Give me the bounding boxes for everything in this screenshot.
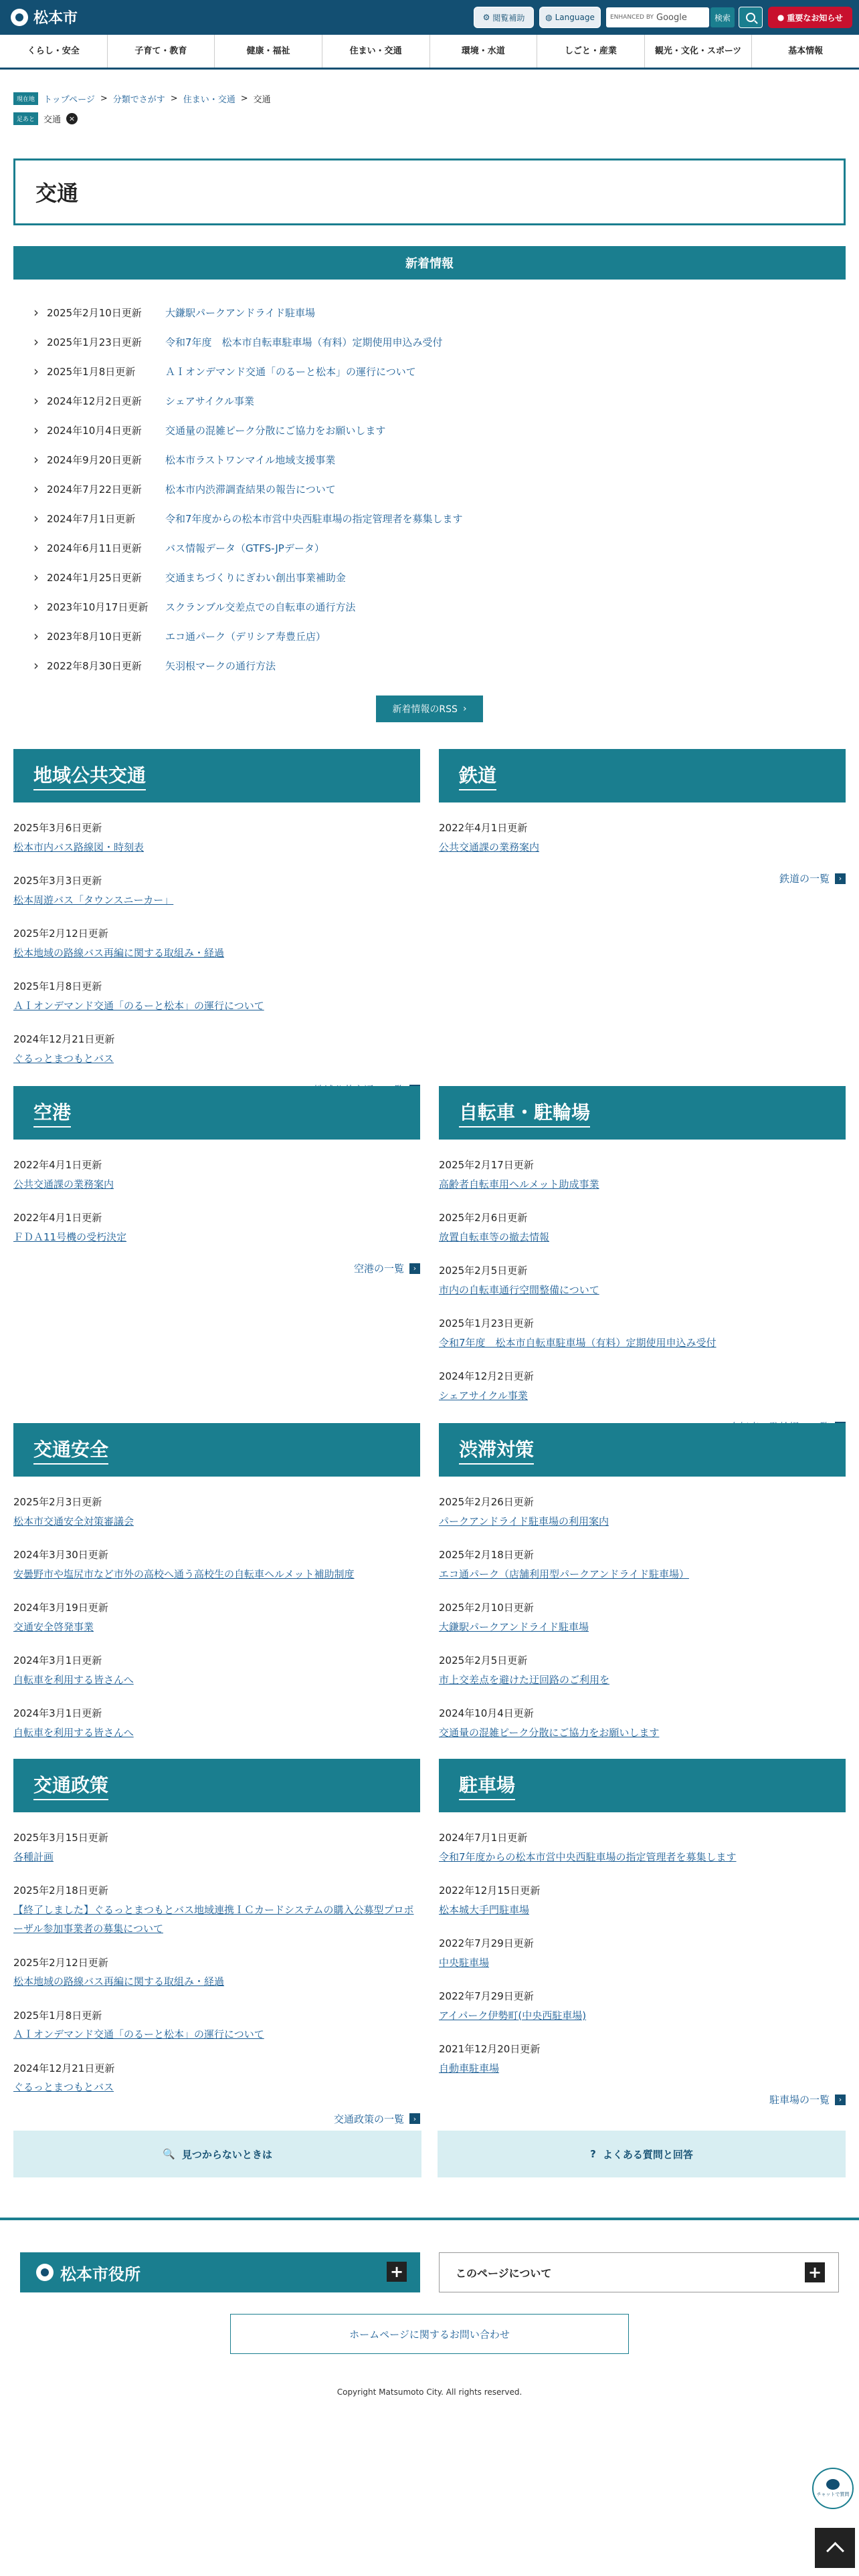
category-entry xyxy=(439,819,846,857)
entry-link[interactable]: 高齢者自転車用ヘルメット助成事業 xyxy=(439,1178,599,1190)
category-entry xyxy=(439,1934,846,1972)
category-more-link[interactable] xyxy=(334,2112,420,2126)
nav-item-4[interactable]: 環境・水道 xyxy=(430,35,538,68)
news-item xyxy=(33,562,463,592)
copyright: Copyright Matsumoto City. All rights reserved. xyxy=(337,2387,522,2397)
search-input[interactable]: ENHANCED BY Google xyxy=(606,7,709,27)
search-submit-button[interactable]: 検索 xyxy=(710,7,735,27)
entry-date: 2022年4月1日更新 xyxy=(13,1212,102,1224)
news-date: › 2024年7月1日更新 xyxy=(47,512,136,525)
reading-aid-button[interactable]: ⚙ 閲覧補助 xyxy=(474,7,534,28)
category-entry xyxy=(439,1261,846,1299)
entry-link[interactable]: ＡＩオンデマンド交通「のるーと松本」の運行について xyxy=(13,2028,264,2040)
category-entry xyxy=(439,1208,846,1247)
category-entry xyxy=(13,1828,420,1866)
entry-date: 2024年12月2日更新 xyxy=(439,1370,534,1382)
entry-link[interactable]: 市内の自転車通行空間整備について xyxy=(439,1283,599,1296)
entry-date: 2022年7月29日更新 xyxy=(439,1990,534,2002)
news-date: › 2025年2月10日更新 xyxy=(47,306,142,319)
entry-date: 2024年3月19日更新 xyxy=(13,1602,108,1614)
category-entries xyxy=(13,819,420,1068)
entry-link[interactable]: シェアサイクル事業 xyxy=(439,1389,528,1402)
entry-date: 2025年2月12日更新 xyxy=(13,928,108,940)
entry-link[interactable]: 公共交通課の業務案内 xyxy=(13,1178,114,1190)
nav-item-7[interactable]: 基本情報 xyxy=(788,45,824,56)
plus-icon: + xyxy=(387,2262,407,2282)
category-entry xyxy=(439,1704,846,1742)
city-emblem-icon xyxy=(11,9,28,26)
entry-date: 2022年7月29日更新 xyxy=(439,1937,534,1949)
news-link[interactable]: 矢羽根マークの通行方法 xyxy=(165,659,276,672)
entry-date: 2022年12月15日更新 xyxy=(439,1885,541,1897)
news-link[interactable]: 令和7年度からの松本市営中央西駐車場の指定管理者を募集します xyxy=(165,512,463,525)
category-heading xyxy=(13,1086,420,1140)
category-block xyxy=(13,749,420,1097)
category-heading-link[interactable]: 自転車・駐輪場 xyxy=(459,1098,590,1128)
category-heading-link[interactable]: 地域公共交通 xyxy=(33,761,146,790)
news-date: › 2024年6月11日更新 xyxy=(47,542,142,554)
here-tag: 現在地 xyxy=(13,92,38,105)
category-block xyxy=(13,1759,420,2126)
category-entry xyxy=(13,1545,420,1584)
nav-item-0[interactable]: くらし・安全 xyxy=(0,35,108,68)
category-more-link[interactable] xyxy=(769,2092,846,2107)
category-entry xyxy=(439,1651,846,1689)
category-more-link[interactable] xyxy=(779,871,846,885)
arrow-right-icon: › xyxy=(409,2113,420,2124)
category-entry xyxy=(13,2006,420,2044)
entry-date: 2025年2月18日更新 xyxy=(13,1885,108,1897)
footer-divider xyxy=(0,2218,859,2220)
entry-date: 2022年4月1日更新 xyxy=(439,822,528,834)
entry-link[interactable]: エコ通パーク（店舗利用型パークアンドライド駐車場） xyxy=(439,1568,689,1580)
category-block xyxy=(439,1086,846,1434)
news-item xyxy=(33,504,463,533)
news-date: › 2024年9月20日更新 xyxy=(47,453,142,466)
entry-link[interactable]: 令和7年度 松本市自転車駐車場（有料）定期使用申込み受付 xyxy=(439,1336,717,1349)
search-document-icon: 🔍 xyxy=(163,2148,175,2160)
category-entry xyxy=(13,1651,420,1689)
entry-date: 2024年3月1日更新 xyxy=(13,1707,102,1719)
entry-link[interactable]: 松本市交通安全対策審議会 xyxy=(13,1515,134,1527)
entry-link[interactable]: 交通安全啓発事業 xyxy=(13,1620,94,1633)
entry-date: 2024年7月1日更新 xyxy=(439,1832,528,1844)
category-entry xyxy=(13,1598,420,1636)
entry-date: 2025年2月18日更新 xyxy=(439,1549,534,1561)
category-entry xyxy=(439,1545,846,1584)
category-heading xyxy=(13,749,420,802)
news-item xyxy=(33,298,463,327)
entry-link[interactable]: 松本地域の路線バス再編に関する取組み・経過 xyxy=(13,1975,225,1988)
chatbot-button[interactable]: チャットで質問 xyxy=(812,2468,854,2509)
arrow-right-icon: › xyxy=(835,2095,846,2105)
category-entry xyxy=(439,2040,846,2078)
entry-date: 2025年1月8日更新 xyxy=(13,2009,102,2022)
breadcrumb-housing[interactable]: 住まい・交通 xyxy=(183,95,235,105)
category-entry xyxy=(13,871,420,909)
category-entry xyxy=(13,924,420,962)
category-entries xyxy=(13,1828,420,2097)
category-heading xyxy=(439,1423,846,1477)
category-entries xyxy=(13,1493,420,1742)
news-item xyxy=(33,651,463,680)
news-date: › 2025年1月23日更新 xyxy=(47,336,142,348)
entry-date: 2025年3月15日更新 xyxy=(13,1832,108,1844)
close-icon[interactable]: × xyxy=(66,113,78,124)
category-entry xyxy=(13,977,420,1015)
entry-link[interactable]: 大鎌駅パークアンドライド駐車場 xyxy=(439,1620,589,1633)
category-more xyxy=(439,871,846,885)
category-heading-link[interactable]: 鉄道 xyxy=(459,761,496,790)
entry-date: 2025年3月6日更新 xyxy=(13,822,102,834)
news-date: › 2025年1月8日更新 xyxy=(47,365,136,378)
category-block xyxy=(13,1423,420,1771)
entry-date: 2024年12月21日更新 xyxy=(13,1033,115,1045)
category-entry xyxy=(13,1208,420,1247)
news-date: › 2024年10月4日更新 xyxy=(47,424,142,437)
entry-link[interactable]: 自転車を利用する皆さんへ xyxy=(13,1673,134,1686)
nav-item-1[interactable]: 子育て・教育 xyxy=(108,35,215,68)
breadcrumb-current: 交通 xyxy=(253,95,271,105)
category-more-link[interactable] xyxy=(354,1261,420,1275)
breadcrumb-category[interactable]: 分類でさがす xyxy=(112,95,165,105)
entry-date: 2025年2月10日更新 xyxy=(439,1602,534,1614)
news-link[interactable]: 松本市ラストワンマイル地域支援事業 xyxy=(165,453,336,466)
entry-date: 2024年3月1日更新 xyxy=(13,1654,102,1667)
entry-link[interactable]: パークアンドライド駐車場の利用案内 xyxy=(439,1515,609,1527)
category-more-label: 鉄道の一覧 xyxy=(779,873,830,885)
category-entry xyxy=(439,1156,846,1194)
news-date: › 2024年7月22日更新 xyxy=(47,483,142,496)
question-icon: ? xyxy=(590,2148,596,2160)
entry-link[interactable]: ぐるっとまつもとバス xyxy=(13,2081,114,2093)
category-more xyxy=(13,2112,420,2126)
category-entry xyxy=(439,1493,846,1531)
category-entry xyxy=(439,1367,846,1405)
category-entries xyxy=(13,1156,420,1247)
entry-date: 2025年2月5日更新 xyxy=(439,1265,528,1277)
plus-icon: + xyxy=(805,2262,825,2282)
news-link[interactable]: スクランブル交差点での自転車の通行方法 xyxy=(165,601,356,613)
news-link[interactable]: ＡＩオンデマンド交通「のるーと松本」の運行について xyxy=(165,365,416,378)
category-entries xyxy=(439,1828,846,2078)
footprint-tag: 足あと xyxy=(13,112,38,125)
entry-date: 2025年3月3日更新 xyxy=(13,875,102,887)
entry-link[interactable]: アイパーク伊勢町(中央西駐車場) xyxy=(439,2009,587,2022)
entry-date: 2025年2月17日更新 xyxy=(439,1159,534,1171)
not-found-button[interactable]: 🔍 見つからないときは xyxy=(13,2131,421,2177)
category-entry xyxy=(439,1987,846,2025)
news-link[interactable]: 大鎌駅パークアンドライド駐車場 xyxy=(165,306,315,319)
category-more xyxy=(439,2092,846,2107)
category-block xyxy=(439,1759,846,2107)
entry-date: 2022年4月1日更新 xyxy=(13,1159,102,1171)
entry-link[interactable]: 公共交通課の業務案内 xyxy=(439,841,540,853)
category-entry xyxy=(13,1493,420,1531)
news-item xyxy=(33,386,463,415)
news-item xyxy=(33,474,463,504)
category-more-label: 駐車場の一覧 xyxy=(769,2094,830,2106)
news-item xyxy=(33,533,463,562)
page-title: 交通 xyxy=(13,158,846,225)
category-block xyxy=(439,1423,846,1771)
breadcrumb: 現在地 トップページ > 分類でさがす > 住まい・交通 > 交通 xyxy=(13,92,271,105)
entry-link[interactable]: 松本城大手門駐車場 xyxy=(439,1903,530,1916)
category-more-label: 交通政策の一覧 xyxy=(333,2113,404,2125)
city-office-accordion[interactable]: 松本市役所 + xyxy=(20,2252,420,2292)
category-more xyxy=(13,1261,420,1275)
news-link[interactable]: シェアサイクル事業 xyxy=(165,395,254,407)
faq-button[interactable]: ? よくある質問と回答 xyxy=(438,2131,846,2177)
category-entry xyxy=(13,819,420,857)
rss-button[interactable]: 新着情報のRSS › xyxy=(376,695,483,722)
news-date: › 2023年10月17日更新 xyxy=(47,601,149,613)
category-heading-link[interactable]: 交通政策 xyxy=(33,1771,108,1800)
entry-link[interactable]: 松本地域の路線バス再編に関する取組み・経過 xyxy=(13,946,225,959)
news-item xyxy=(33,592,463,621)
news-date: › 2024年1月25日更新 xyxy=(47,571,142,584)
site-name: 松本市 xyxy=(33,10,78,27)
arrow-right-icon: › xyxy=(835,873,846,884)
category-block xyxy=(439,749,846,885)
language-button[interactable]: ◍ Language xyxy=(539,7,601,28)
nav-item-2[interactable]: 健康・福祉 xyxy=(215,35,322,68)
entry-date: 2024年10月4日更新 xyxy=(439,1707,534,1719)
category-heading-link[interactable]: 渋滞対策 xyxy=(459,1435,534,1465)
site-logo[interactable] xyxy=(11,7,78,27)
news-item xyxy=(33,445,463,474)
category-entry xyxy=(13,2059,420,2097)
search-icon xyxy=(746,13,755,22)
category-entry xyxy=(13,1881,420,1939)
category-heading xyxy=(439,1759,846,1812)
nav-item-3[interactable]: 住まい・交通 xyxy=(322,35,430,68)
header-bar xyxy=(0,0,859,35)
entry-link[interactable]: 交通量の混雑ピーク分散にご協力をお願いします xyxy=(439,1726,660,1739)
entry-link[interactable]: 中央駐車場 xyxy=(439,1956,490,1969)
entry-date: 2021年12月20日更新 xyxy=(439,2043,541,2055)
chevron-right-icon: › xyxy=(462,704,467,714)
news-item xyxy=(33,415,463,445)
news-date: › 2024年12月2日更新 xyxy=(47,395,142,407)
news-date: › 2022年8月30日更新 xyxy=(47,659,142,672)
reading-aid-icon: ⚙ xyxy=(482,13,490,22)
category-entries xyxy=(439,1493,846,1742)
important-notice-button[interactable]: ● 重要なお知らせ xyxy=(768,7,852,28)
breadcrumb-top[interactable]: トップページ xyxy=(43,95,95,105)
category-entries xyxy=(439,819,846,857)
entry-date: 2025年2月3日更新 xyxy=(13,1496,102,1508)
entry-link[interactable]: 各種計画 xyxy=(13,1850,54,1863)
category-heading xyxy=(439,1086,846,1140)
back-to-top-button[interactable] xyxy=(815,2528,855,2568)
globe-icon: ◍ xyxy=(545,13,553,22)
entry-date: 2025年1月23日更新 xyxy=(439,1317,534,1329)
entry-link[interactable]: 松本市内バス路線図・時刻表 xyxy=(13,841,145,853)
category-entry xyxy=(439,1314,846,1352)
category-entry xyxy=(13,1704,420,1742)
city-emblem-icon xyxy=(36,2264,54,2281)
entry-date: 2025年2月6日更新 xyxy=(439,1212,528,1224)
news-link[interactable]: 令和7年度 松本市自転車駐車場（有料）定期使用申込み受付 xyxy=(165,336,443,348)
news-heading: 新着情報 xyxy=(13,246,846,280)
entry-link[interactable]: 市上交差点を避けた迂回路のご利用を xyxy=(439,1673,610,1686)
news-date: › 2023年8月10日更新 xyxy=(47,630,142,643)
category-entry xyxy=(13,1953,420,1992)
news-list xyxy=(33,298,463,680)
nav-item-5[interactable]: しごと・産業 xyxy=(537,35,645,68)
footprint-item[interactable]: 交通 xyxy=(43,115,62,125)
category-more-label: 空港の一覧 xyxy=(353,1263,404,1275)
contact-link-text[interactable]: ホームページに関するお問い合わせ xyxy=(349,2328,510,2341)
category-heading xyxy=(439,749,846,802)
entry-date: 2025年1月8日更新 xyxy=(13,980,102,992)
global-nav xyxy=(0,35,859,70)
category-block xyxy=(13,1086,420,1275)
about-page-accordion[interactable]: このページについて + xyxy=(439,2252,839,2292)
category-entries xyxy=(439,1156,846,1405)
search-toggle-button[interactable] xyxy=(739,7,763,28)
category-entry xyxy=(13,1030,420,1068)
news-item xyxy=(33,327,463,356)
entry-date: 2024年12月21日更新 xyxy=(13,2062,115,2074)
entry-link[interactable]: ぐるっとまつもとバス xyxy=(13,1052,114,1065)
category-heading xyxy=(13,1759,420,1812)
category-entry xyxy=(439,1598,846,1636)
chat-icon xyxy=(826,2479,840,2490)
entry-link[interactable]: 令和7年度からの松本市営中央西駐車場の指定管理者を募集します xyxy=(439,1850,737,1863)
entry-link[interactable]: 【終了しました】ぐるっとまつもとバス地域連携ＩＣカードシステムの購入公募型プロポーザル参加事業者の募集について xyxy=(13,1903,414,1935)
category-entry xyxy=(439,1881,846,1919)
entry-link[interactable]: ＦＤＡ11号機の受朽決定 xyxy=(13,1230,127,1243)
footprint xyxy=(13,112,78,125)
contact-link[interactable] xyxy=(230,2314,629,2354)
category-heading-link[interactable]: 交通安全 xyxy=(33,1435,108,1465)
news-link[interactable]: バス情報データ（GTFS-JPデータ） xyxy=(165,542,324,554)
entry-link[interactable]: 自転車を利用する皆さんへ xyxy=(13,1726,134,1739)
arrow-right-icon: › xyxy=(409,1263,420,1274)
nav-item-6[interactable]: 観光・文化・スポーツ xyxy=(645,35,753,68)
news-link[interactable]: エコ通パーク（デリシア寿豊丘店） xyxy=(165,630,326,643)
category-heading-link[interactable]: 駐車場 xyxy=(459,1771,515,1800)
entry-link[interactable]: 松本周遊バス「タウンスニーカー」 xyxy=(13,893,174,906)
entry-link[interactable]: 放置自転車等の撤去情報 xyxy=(439,1230,550,1243)
entry-date: 2025年2月26日更新 xyxy=(439,1496,534,1508)
entry-link[interactable]: 自動車駐車場 xyxy=(439,2062,500,2074)
entry-link[interactable]: ＡＩオンデマンド交通「のるーと松本」の運行について xyxy=(13,999,264,1012)
news-item xyxy=(33,621,463,651)
category-heading-link[interactable]: 空港 xyxy=(33,1098,71,1128)
entry-date: 2024年3月30日更新 xyxy=(13,1549,108,1561)
entry-date: 2025年2月12日更新 xyxy=(13,1956,108,1969)
category-heading xyxy=(13,1423,420,1477)
category-entry xyxy=(13,1156,420,1194)
entry-date: 2025年2月5日更新 xyxy=(439,1654,528,1667)
news-link[interactable]: 松本市内渋滞調査結果の報告について xyxy=(165,483,336,496)
entry-link[interactable]: 安曇野市や塩尻市など市外の高校へ通う高校生の自転車ヘルメット補助制度 xyxy=(13,1568,355,1580)
news-item xyxy=(33,356,463,386)
news-link[interactable]: 交通量の混雑ピーク分散にご協力をお願いします xyxy=(165,424,386,437)
alert-icon: ● xyxy=(777,13,785,22)
category-entry xyxy=(439,1828,846,1866)
news-link[interactable]: 交通まちづくりにぎわい創出事業補助金 xyxy=(165,571,346,584)
